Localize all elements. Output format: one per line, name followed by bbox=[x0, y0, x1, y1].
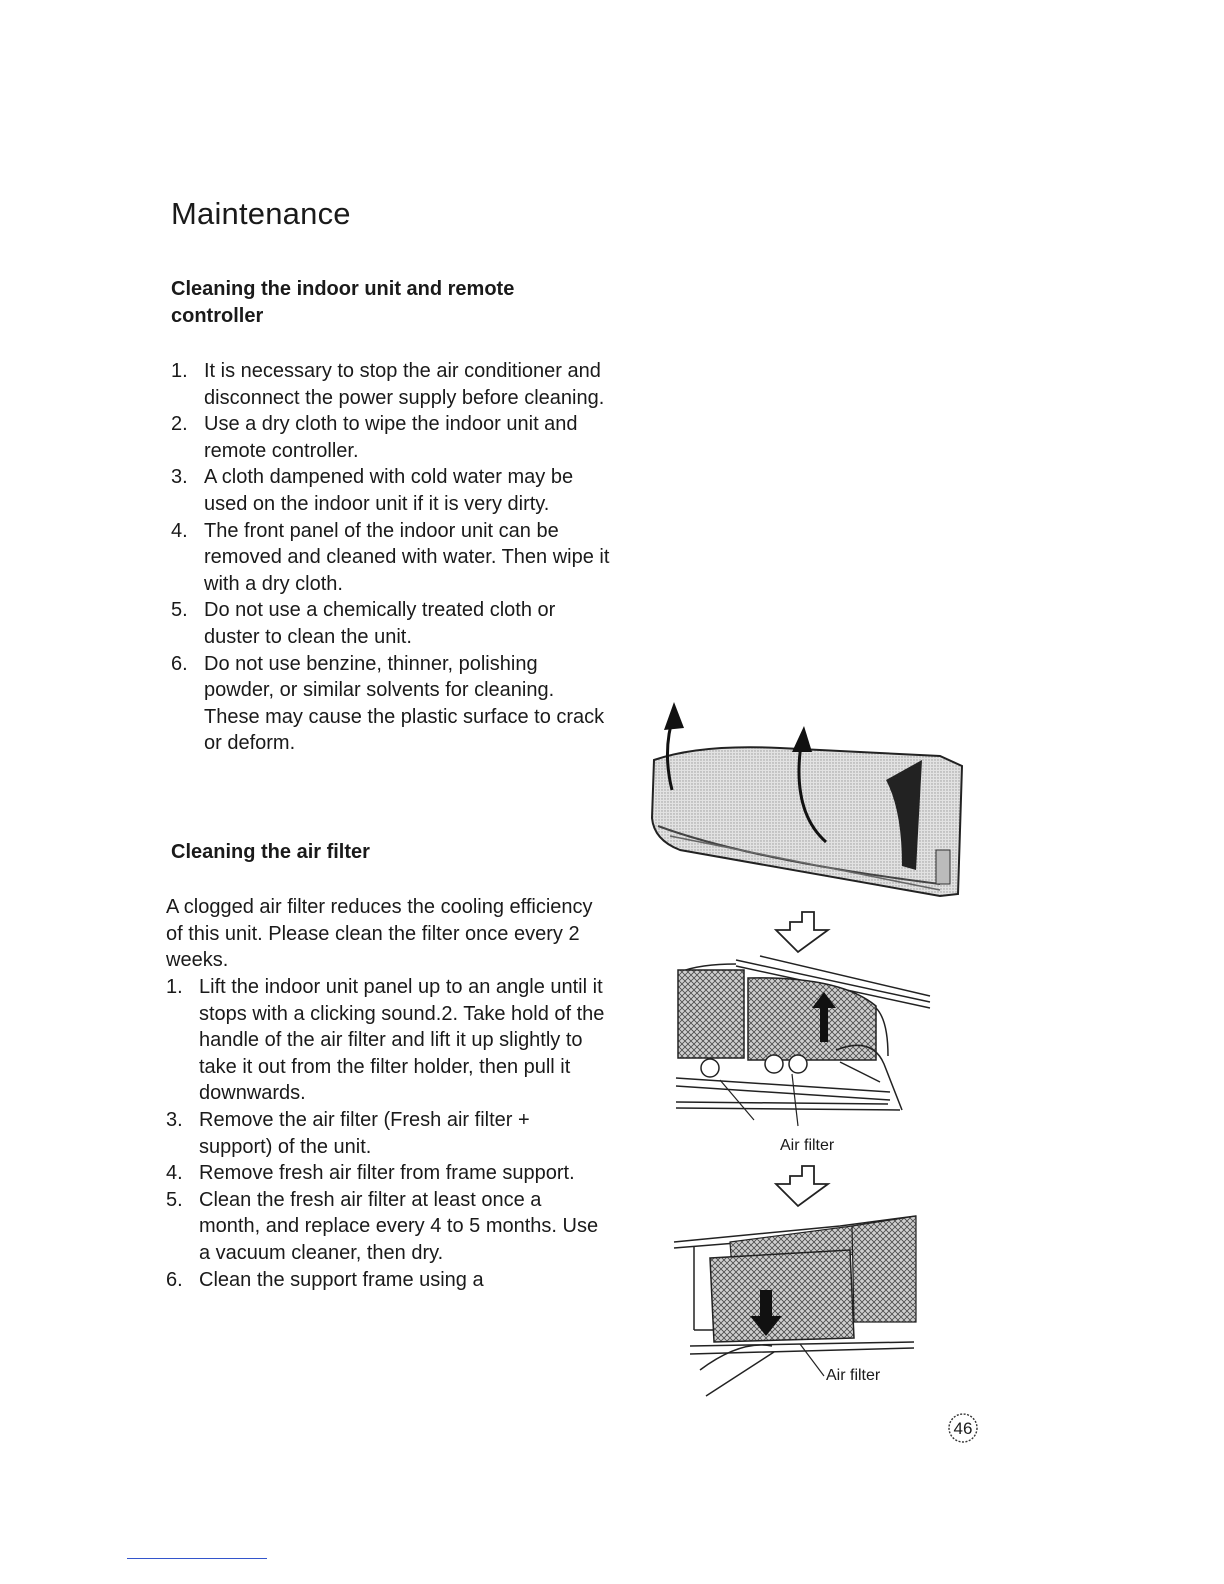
indoor-unit-steps bbox=[171, 358, 611, 757]
item-number: 4. bbox=[171, 519, 188, 542]
list-item bbox=[166, 1107, 606, 1160]
list-item bbox=[171, 597, 611, 650]
arrow-down-icon bbox=[776, 912, 828, 952]
item-number: 5. bbox=[166, 1188, 183, 1211]
section-heading-indoor-unit: Cleaning the indoor unit and remote controller bbox=[171, 278, 515, 327]
item-number: 3. bbox=[171, 466, 188, 489]
filter-cleaning-illustration bbox=[640, 690, 980, 1410]
list-item bbox=[166, 1160, 606, 1187]
list-item bbox=[171, 464, 611, 517]
filter-removal-drawing bbox=[676, 956, 930, 1126]
item-text: A cloth dampened with cold water may be used on the indoor unit if it is very dirty. bbox=[204, 466, 574, 515]
item-number: 4. bbox=[166, 1162, 183, 1185]
list-item bbox=[166, 1267, 606, 1294]
list-item bbox=[166, 1187, 606, 1267]
air-filter-intro: A clogged air filter reduces the cooling efficiency of this unit. Please clean the filter once every 2 weeks. bbox=[166, 896, 593, 972]
list-item bbox=[171, 358, 611, 411]
item-number: 3. bbox=[166, 1108, 183, 1131]
item-number: 6. bbox=[171, 652, 188, 675]
item-text: The front panel of the indoor unit can be removed and cleaned with water. Then wipe it with a dry cloth. bbox=[204, 519, 610, 595]
item-number: 2. bbox=[171, 413, 188, 436]
list-item bbox=[171, 411, 611, 464]
list-item bbox=[166, 974, 606, 1107]
section-heading-air-filter: Cleaning the air filter bbox=[171, 841, 370, 863]
item-text: It is necessary to stop the air conditioner and disconnect the power supply before cleaning. bbox=[204, 360, 605, 409]
item-text: Do not use benzine, thinner, polishing powder, or similar solvents for cleaning. These may cause the plastic surface to crack or deform. bbox=[204, 652, 605, 755]
item-text: Clean the support frame using a bbox=[199, 1268, 484, 1291]
item-text: Remove fresh air filter from frame support. bbox=[199, 1162, 575, 1185]
list-item bbox=[171, 518, 611, 598]
page-number-badge bbox=[947, 1412, 979, 1444]
arrow-down-icon bbox=[776, 1166, 828, 1206]
page-number: 46 bbox=[953, 1419, 973, 1438]
air-filter-label-2: Air filter bbox=[826, 1367, 881, 1384]
item-number: 1. bbox=[166, 976, 183, 998]
item-number: 6. bbox=[166, 1268, 183, 1291]
item-text: Clean the fresh air filter at least once a month, and replace every 4 to 5 months. Use a vacuum cleaner, then dry. bbox=[199, 1188, 599, 1264]
item-number: 1. bbox=[171, 360, 188, 382]
item-text: Do not use a chemically treated cloth or duster to clean the unit. bbox=[204, 599, 556, 648]
air-filter-steps bbox=[166, 974, 606, 1293]
indoor-unit-drawing bbox=[652, 702, 962, 896]
item-number: 5. bbox=[171, 599, 188, 622]
item-text: Remove the air filter (Fresh air filter + support) of the unit. bbox=[199, 1108, 530, 1158]
list-item bbox=[171, 651, 611, 757]
item-text: Use a dry cloth to wipe the indoor unit and remote controller. bbox=[204, 413, 578, 462]
item-text: Lift the indoor unit panel up to an angle until it stops with a clicking sound.2. Take hold of the handle of the air filter and lift it up slightly to take it out from the filter holder, then pull it downwards. bbox=[199, 976, 605, 1105]
footer-divider bbox=[127, 1558, 267, 1559]
air-filter-label-1: Air filter bbox=[780, 1137, 835, 1154]
page-title: Maintenance bbox=[171, 196, 351, 231]
